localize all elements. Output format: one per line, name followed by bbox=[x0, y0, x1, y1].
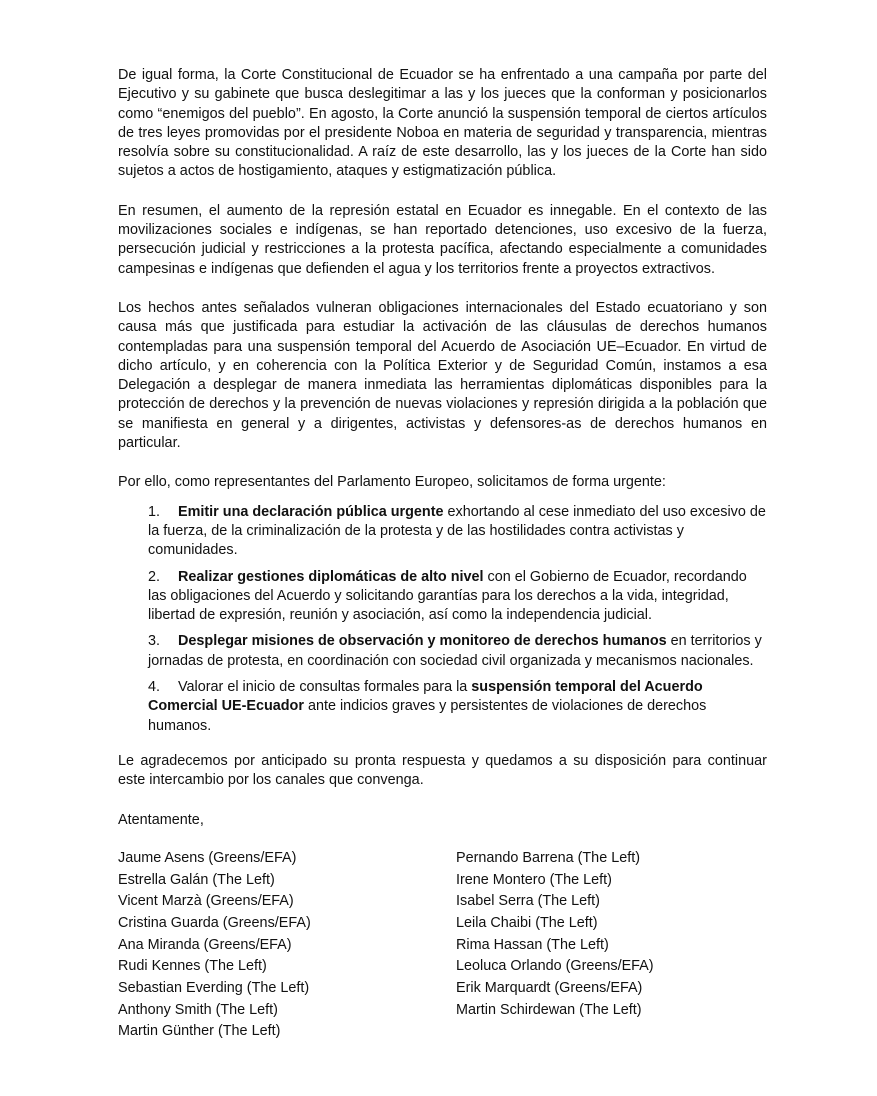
signatory: Leoluca Orlando (Greens/EFA) bbox=[456, 958, 654, 975]
request-item bbox=[118, 503, 767, 561]
signatory: Ana Miranda (Greens/EFA) bbox=[118, 936, 292, 953]
request-number: 1. bbox=[148, 503, 161, 520]
signatory: Martin Günther (The Left) bbox=[118, 1023, 281, 1040]
signatory: Sebastian Everding (The Left) bbox=[118, 980, 310, 997]
request-post: en territorios y jornadas de protesta, en coordinación con sociedad civil organizada y mecanismos nacionales. bbox=[148, 633, 762, 669]
signatory: Isabel Serra (The Left) bbox=[456, 893, 600, 910]
signatory: Vicent Marzà (Greens/EFA) bbox=[118, 893, 294, 910]
signatory: Estrella Galán (The Left) bbox=[118, 871, 275, 888]
paragraph-resumen: En resumen, el aumento de la represión estatal en Ecuador es innegable. En el contexto de las movilizaciones sociales e indígenas, se han reportado detenciones, uso excesivo de la fuerza, persecución judicial y restricciones a la protesta pacífica, afectando especialmente a comunidades campesinas e indígenas que defienden el agua y los territorios frente a proyectos extractivos. bbox=[118, 202, 767, 277]
request-bold: suspensión temporal del Acuerdo Comercial UE-Ecuador bbox=[148, 679, 703, 715]
request-list bbox=[118, 503, 767, 736]
signatory: Jaume Asens (Greens/EFA) bbox=[118, 849, 297, 866]
salutation: Atentamente, bbox=[118, 811, 204, 828]
paragraph-obligaciones: Los hechos antes señalados vulneran obligaciones internacionales del Estado ecuatoriano y son causa más que justificada para estudiar la activación de las cláusulas de derechos humanos contempladas para una suspensión temporal del Acuerdo de Asociación UE–Ecuador. En virtud de dicho artículo, y en coherencia con la Política Exterior y de Seguridad Común, instamos a esa Delegación a desplegar de manera inmediata las herramientas diplomáticas disponibles para la protección de derechos y la prevención de nuevas violaciones y represión dirigida a la población que se manifiesta en general y a dirigentes, activistas y defensores-as de derechos humanos en particular. bbox=[118, 299, 767, 452]
request-bold: Realizar gestiones diplomáticas de alto nivel bbox=[178, 568, 484, 585]
request-post: con el Gobierno de Ecuador, recordando las obligaciones del Acuerdo y solicitando garantías para los derechos a la vida, integridad, libertad de expresión, reunión y asociación, así como la independencia judicial. bbox=[148, 568, 747, 624]
request-intro: Por ello, como representantes del Parlamento Europeo, solicitamos de forma urgente: bbox=[118, 474, 666, 491]
request-number: 2. bbox=[148, 568, 161, 585]
request-number: 4. bbox=[148, 679, 161, 696]
signatory: Rima Hassan (The Left) bbox=[456, 936, 609, 953]
signatory: Erik Marquardt (Greens/EFA) bbox=[456, 980, 643, 997]
request-number: 3. bbox=[148, 633, 161, 650]
signatory: Leila Chaibi (The Left) bbox=[456, 914, 598, 931]
paragraph-corte-constitucional: De igual forma, la Corte Constitucional de Ecuador se ha enfrentado a una campaña por parte del Ejecutivo y su gabinete que busca deslegitimar a las y los jueces que la conforman y posicionarlos como “enemigos del pueblo”. En agosto, la Corte anunció la suspensión temporal de ciertos artículos de tres leyes promovidas por el presidente Noboa en materia de seguridad y transparencia, mientras resolvía sobre su constitucionalidad. A raíz de este desarrollo, las y los jueces de la Corte han sido sujetos a actos de hostigamiento, ataques y estigmatización pública. bbox=[118, 67, 767, 180]
request-item bbox=[118, 632, 767, 671]
signatories-left-column bbox=[118, 848, 311, 1043]
request-pre: Valorar el inicio de consultas formales para la bbox=[178, 679, 472, 696]
request-bold: Emitir una declaración pública urgente bbox=[178, 503, 444, 520]
request-post: ante indicios graves y persistentes de violaciones de derechos humanos. bbox=[148, 698, 707, 734]
signatories-right-column bbox=[456, 848, 654, 1022]
signatory: Martin Schirdewan (The Left) bbox=[456, 1001, 642, 1018]
signatory: Pernando Barrena (The Left) bbox=[456, 849, 640, 866]
request-post: exhortando al cese inmediato del uso excesivo de la fuerza, de la criminalización de la protesta y de las hostilidades contra activistas y comunidades. bbox=[148, 503, 766, 559]
closing-paragraph: Le agradecemos por anticipado su pronta respuesta y quedamos a su disposición para continuar este intercambio por los canales que convenga. bbox=[118, 752, 767, 789]
signatories bbox=[118, 848, 767, 1048]
request-bold: Desplegar misiones de observación y monitoreo de derechos humanos bbox=[178, 633, 667, 650]
signatory: Anthony Smith (The Left) bbox=[118, 1001, 278, 1018]
signatory: Cristina Guarda (Greens/EFA) bbox=[118, 914, 311, 931]
request-item bbox=[118, 678, 767, 736]
signatory: Irene Montero (The Left) bbox=[456, 871, 612, 888]
signatory: Rudi Kennes (The Left) bbox=[118, 958, 267, 975]
request-item bbox=[118, 568, 767, 626]
